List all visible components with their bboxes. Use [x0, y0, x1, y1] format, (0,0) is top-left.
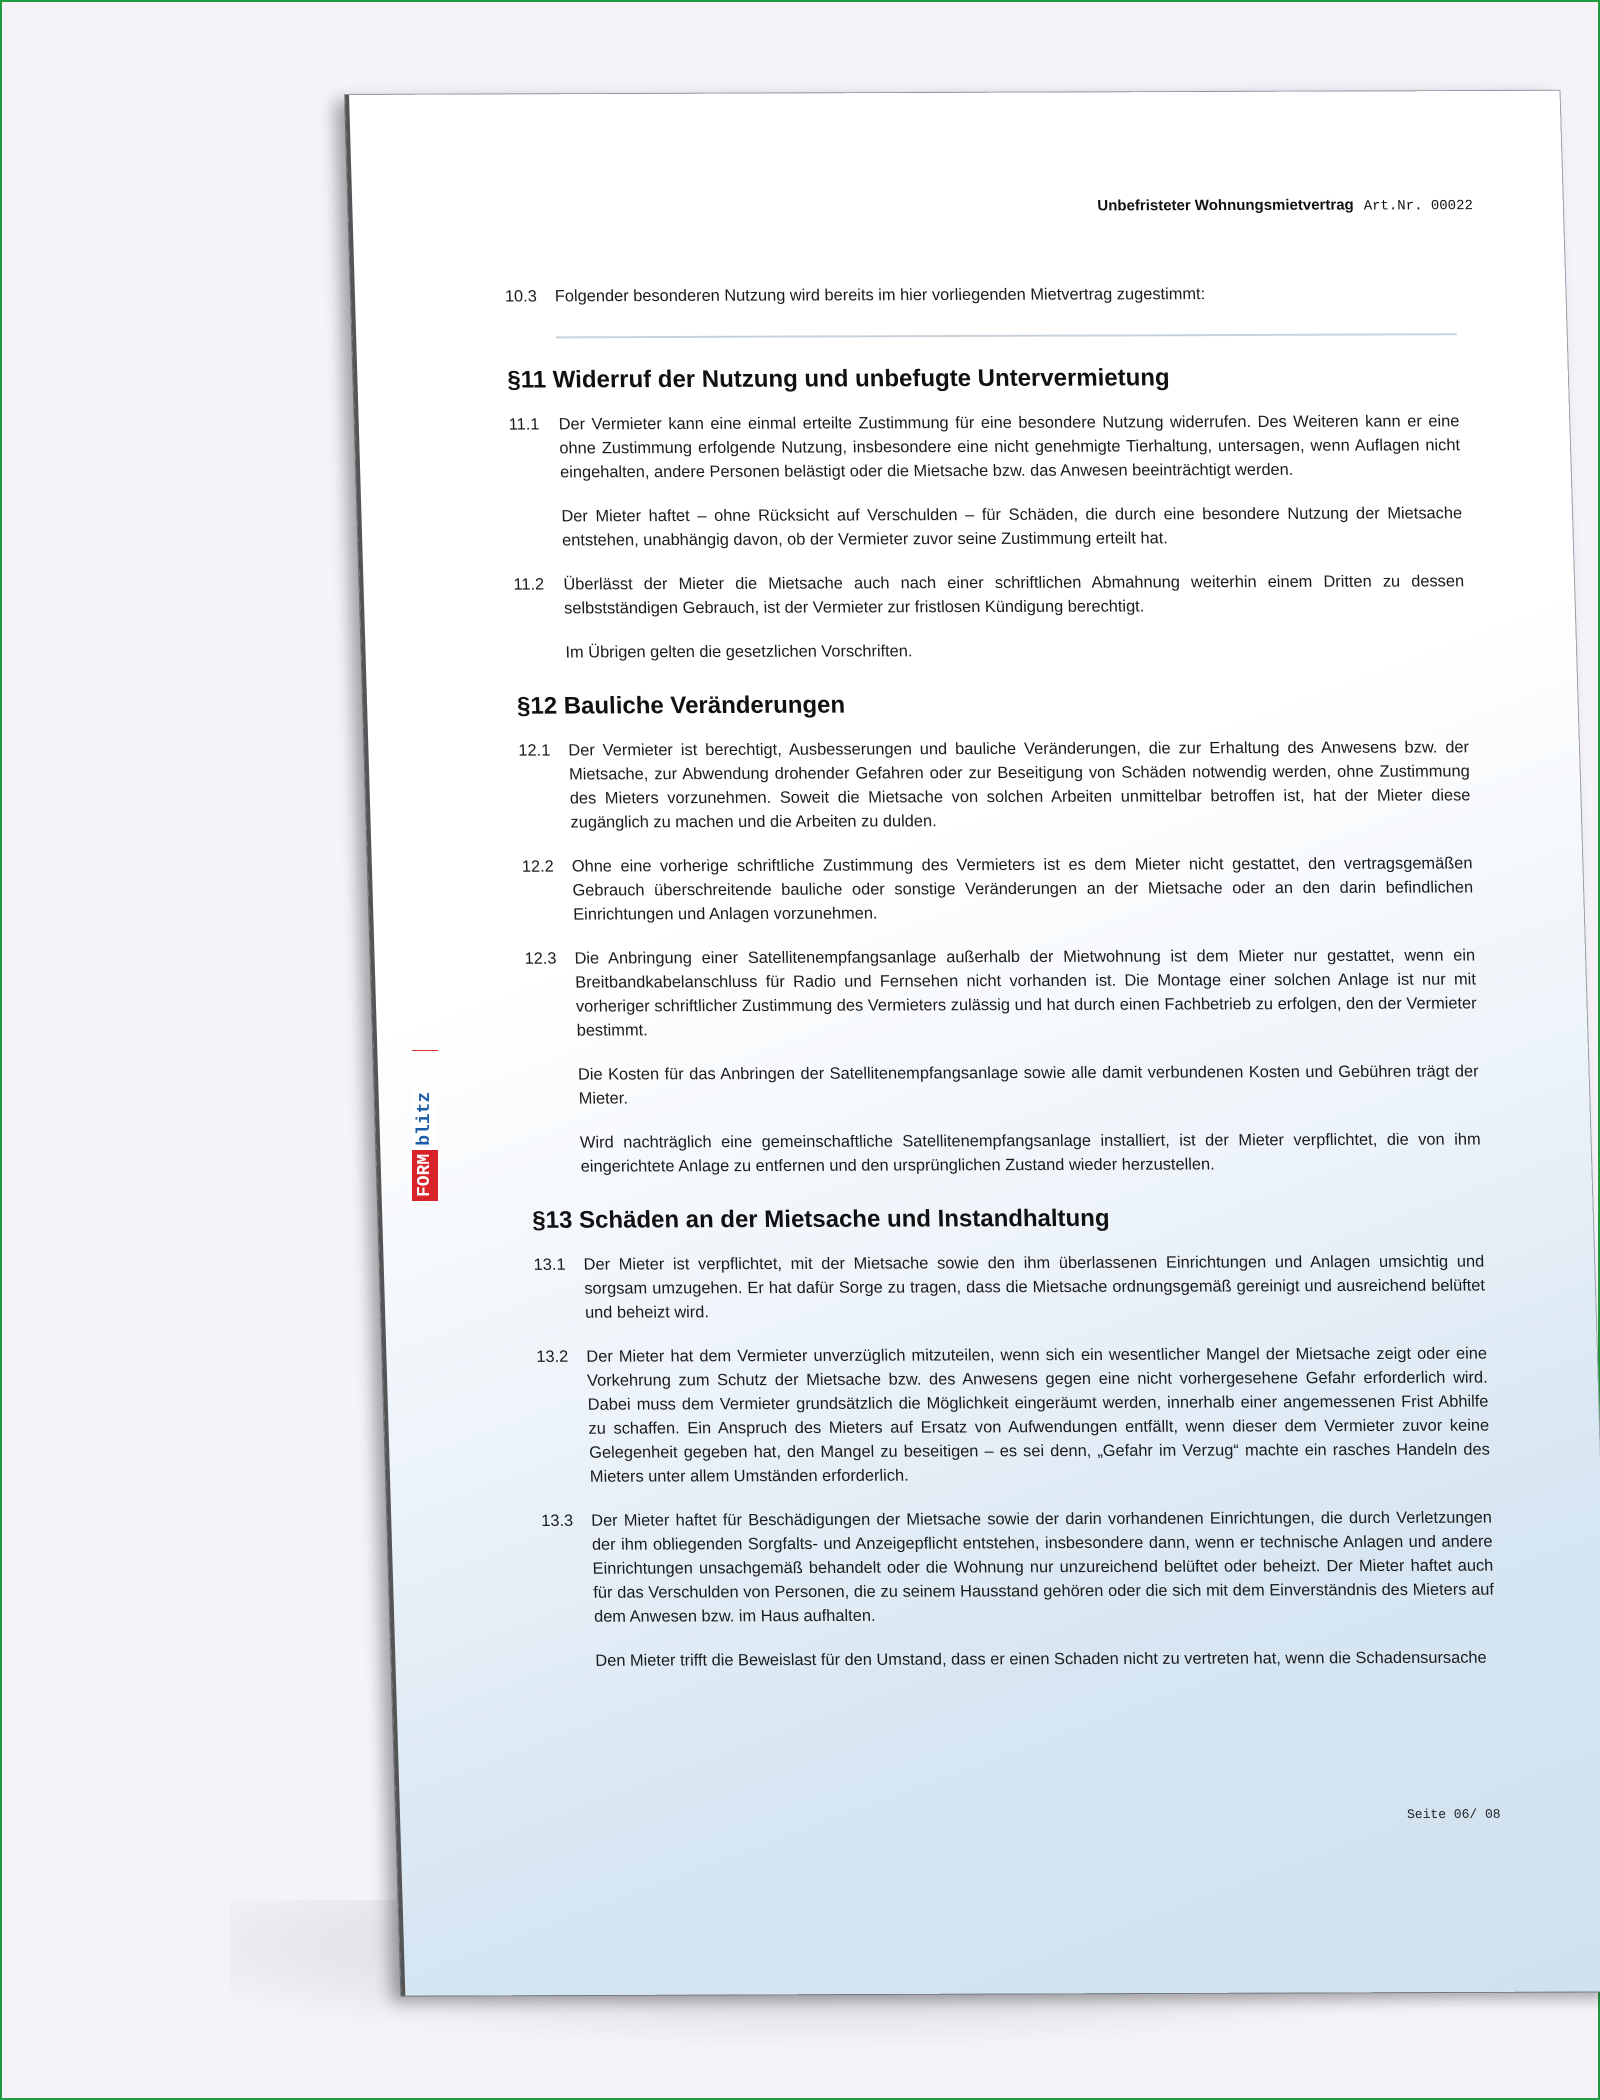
clause-text: Im Übrigen gelten die gesetzlichen Vorschriften. [565, 642, 913, 662]
clause-11-2 [513, 569, 1466, 664]
logo-text-form: FORM [412, 1150, 438, 1201]
section-13-heading: §13 Schäden an der Mietsache und Instandhaltung [531, 1204, 1110, 1234]
document-title: Unbefristeter Wohnungsmietvertrag [1097, 196, 1354, 215]
clause-number: 13.3 [540, 1511, 574, 1530]
clause-text: Überlässt der Mieter die Mietsache auch nach einer schriftlichen Abmahnung weiterhin einem Dritten zu dessen selbstständigen Gebrauch, ist der Vermieter zur fristlosen Kündigung berechtigt. [563, 572, 1465, 618]
clause-text: Der Mieter hat dem Vermieter unverzüglich mitzuteilen, wenn sich ein wesentlicher Mangel der Mietsache zeigt oder eine Vorkehrung zum Schutz der Mietsache bzw. des Anwesens gegen eine nicht vorhergesehene Gefahr erforderlich wird. Dabei muss dem Vermieter grundsätzlich die Möglichkeit eingeräumt werden, innerhalb einer angemessenen Frist Abhilfe zu schaffen. Ein Anspruch des Mieters auf Ersatz von Aufwendungen entfällt, wenn dieser dem Vermieter zuvor keine Gelegenheit gegeben hat, den Mangel zu beseitigen – es sei denn, „Gefahr im Verzug“ machte ein rasches Handeln des Mieters unter allem Umständen erforderlich. [586, 1344, 1491, 1486]
document-content [505, 281, 1497, 1693]
document-page [345, 91, 1600, 1996]
clause-12-3 [524, 943, 1481, 1178]
clause-text: Wird nachträglich eine gemeinschaftliche Satellitenempfangsanlage installiert, ist der Mieter verpflichtet, die von ihm eingerichtete Anlage zu entfernen und den ursprünglichen Zustand wieder herzustellen. [579, 1130, 1481, 1176]
clause-text: Der Vermieter ist berechtigt, Ausbesserungen und bauliche Veränderungen, die zur Erhaltung des Anwesens bzw. der Mietsache, zur Abwendung drohender Gefahren oder zur Beseitigung von Schäden notwendig werden, ohne Zustimmung des Mieters vorzunehmen. Soweit die Mietsache von solchen Arbeiten unmittelbar betroffen ist, hat der Mieter diese zugänglich zu machen und die Arbeiten zu dulden. [568, 738, 1471, 832]
clause-10-3 [505, 281, 1456, 308]
clause-text: Den Mieter trifft die Beweislast für den Umstand, dass er einen Schaden nicht zu vertreten hat, wenn die Schadensursache [595, 1648, 1487, 1670]
clause-number: 12.2 [521, 857, 554, 876]
section-11-heading: §11 Widerruf der Nutzung und unbefugte Untervermietung [507, 364, 1170, 394]
clause-text: Der Mieter ist verpflichtet, mit der Mietsache sowie den ihm überlassenen Einrichtungen und Anlagen umsichtig und sorgsam umzugehen. Er hat dafür Sorge zu tragen, dass die Mietsache ordnungsgemäß gereinigt und ausreichend belüftet und beheizt wird. [583, 1252, 1486, 1322]
clause-number: 11.2 [513, 575, 545, 594]
section-12-heading: §12 Bauliche Veränderungen [516, 691, 846, 720]
clause-number: 10.3 [504, 287, 538, 306]
clause-13-2 [536, 1342, 1491, 1489]
clause-text: Der Vermieter kann eine einmal erteilte Zustimmung für eine besondere Nutzung widerrufen. Des Weiteren kann er eine ohne Zustimmung erfolgende Nutzung, insbesondere eine nicht genehmigte Tierhaltung, untersagen, wenn Auflagen nicht eingehalten, andere Personen belästigt oder die Mietsache bzw. das Anwesen beeinträchtigt werden. [558, 412, 1461, 482]
clause-number: 11.1 [508, 415, 540, 434]
page-number: Seite 06/ 08 [1406, 1806, 1501, 1823]
article-number: Art.Nr. 00022 [1363, 198, 1474, 215]
clause-number: 12.3 [524, 949, 557, 968]
clause-text: Die Kosten für das Anbringen der Satellitenempfangsanlage sowie alle damit verbundenen Kosten und Gebühren trägt der Mieter. [577, 1062, 1479, 1108]
clause-text: Die Anbringung einer Satellitenempfangsanlage außerhalb der Mietwohnung ist dem Mieter nur gestattet, wenn ein Breitbandkabelanschluss für Radio und Fernsehen nicht vorhanden ist. Die Montage einer solchen Anlage ist nur mit vorheriger schriftlicher Zustimmung des Vermieters zulässig und hat durch einen Fachbetrieb zu erfolgen, den der Vermieter bestimmt. [574, 946, 1477, 1040]
clause-12-1 [518, 735, 1471, 834]
clause-text: Der Mieter haftet – ohne Rücksicht auf Verschulden – für Schäden, die durch eine besondere Nutzung der Mietsache entstehen, unabhängig davon, ob der Vermieter zuvor seine Zustimmung erteilt hat. [561, 504, 1463, 550]
formblitz-logo [412, 1050, 438, 1201]
clause-number: 12.1 [518, 741, 551, 760]
clause-11-1 [508, 409, 1463, 552]
clause-text: Ohne eine vorherige schriftliche Zustimmung des Vermieters ist es dem Mieter nicht gestattet, den vertragsgemäßen Gebrauch überschreitende bauliche oder sonstige Veränderungen an der Mietsache oder an den darin befindlichen Einrichtungen und Anlagen vorzunehmen. [571, 854, 1474, 924]
fill-in-line [556, 333, 1457, 338]
clause-13-3 [541, 1506, 1496, 1673]
document-header [1097, 196, 1473, 215]
clause-12-2 [521, 851, 1474, 926]
clause-13-1 [533, 1250, 1486, 1325]
clause-text: Folgender besonderen Nutzung wird bereits im hier vorliegenden Mietvertrag zugestimmt: [554, 285, 1206, 306]
clause-number: 13.2 [536, 1347, 569, 1366]
clause-number: 13.1 [533, 1255, 566, 1274]
clause-text: Der Mieter haftet für Beschädigungen der Mietsache sowie der darin vorhandenen Einrichtungen, die durch Verletzungen der ihm obliegenden Sorgfalts- und Anzeigepflicht entstehen, insbesondere dann, wenn er technische Anlagen und andere Einrichtungen unsachgemäß behandelt oder die Wohnung nur unzureichend belüftet oder beheizt. Der Mieter haftet auch für das Verschulden von Personen, die zu seinem Hausstand gehören oder die sich mit dem Einverständnis des Mieters auf dem Anwesen bzw. im Haus aufhalten. [590, 1508, 1495, 1626]
logo-text-blitz: blitz [412, 1088, 438, 1150]
